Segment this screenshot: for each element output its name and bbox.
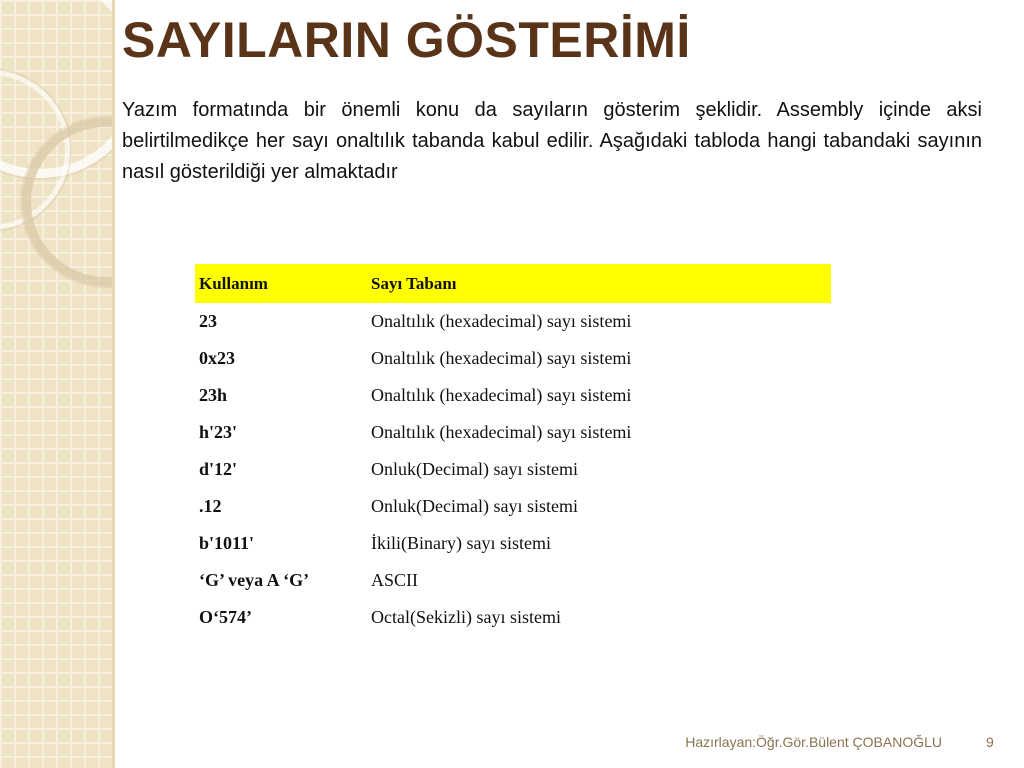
band-divider [112,0,115,768]
usage-cell: 23 [199,311,217,331]
table-row [195,525,831,562]
table-row [195,340,831,377]
base-cell: Onluk(Decimal) sayı sistemi [371,496,578,516]
base-cell: ASCII [371,570,419,590]
base-cell: Onaltılık (hexadecimal) sayı sistemi [371,385,632,405]
table-row [195,414,831,451]
number-base-table [195,264,831,636]
usage-cell: .12 [199,496,222,516]
table-row [195,562,831,599]
intro-paragraph: Yazım formatında bir önemli konu da sayıların gösterim şeklidir. Assembly içinde aksi belirtilmedikçe her sayı onaltılık tabanda kabul edilir. Aşağıdaki tabloda hangi tabandaki sayının nasıl gösterildiği yer almaktadır [122,99,982,183]
usage-cell: 23h [199,385,228,405]
usage-cell: d'12' [199,459,238,479]
base-cell: Onaltılık (hexadecimal) sayı sistemi [371,311,632,331]
table-row [195,599,831,636]
slide-title: SAYILARIN GÖSTERİMİ [122,12,691,68]
table-row [195,488,831,525]
usage-cell: ‘G’ veya A ‘G’ [199,570,310,590]
header-usage: Kullanım [195,264,367,303]
base-cell: Onaltılık (hexadecimal) sayı sistemi [371,422,632,442]
header-base: Sayı Tabanı [367,264,831,303]
table-header-row [195,264,831,303]
footer-author: Hazırlayan:Öğr.Gör.Bülent ÇOBANOĞLU [685,734,942,750]
table-row [195,451,831,488]
table-row [195,377,831,414]
usage-cell: h'23' [199,422,238,442]
page-number: 9 [986,734,994,750]
base-cell: Octal(Sekizli) sayı sistemi [371,607,561,627]
usage-cell: 0x23 [199,348,235,368]
base-cell: Onluk(Decimal) sayı sistemi [371,459,578,479]
usage-cell: b'1011' [199,533,255,553]
usage-cell: O‘574’ [199,607,252,627]
table-row [195,303,831,340]
base-cell: Onaltılık (hexadecimal) sayı sistemi [371,348,632,368]
base-cell: İkili(Binary) sayı sistemi [371,533,551,553]
decorative-grid-band [0,0,112,768]
